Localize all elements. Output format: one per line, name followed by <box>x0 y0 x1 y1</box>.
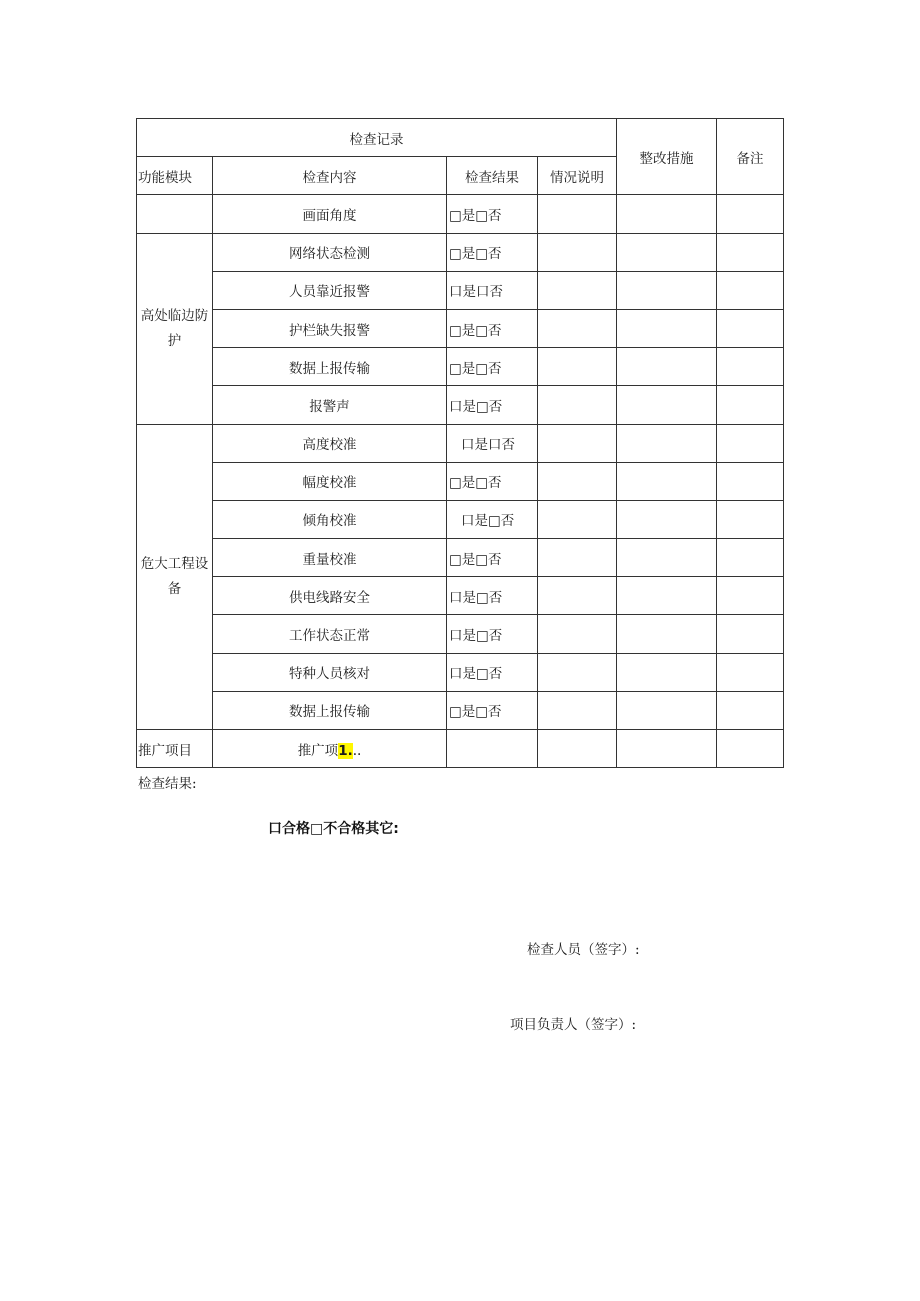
table-row <box>137 691 784 729</box>
result-checkbox-cell[interactable]: 口是□否 <box>447 500 538 538</box>
measures-cell[interactable] <box>617 500 717 538</box>
result-checkbox-cell[interactable]: 口是□否 <box>447 386 538 424</box>
description-cell[interactable] <box>538 424 617 462</box>
content-cell: 特种人员核对 <box>213 653 447 691</box>
content-cell: 报警声 <box>213 386 447 424</box>
header-module: 功能模块 <box>137 157 213 195</box>
description-cell[interactable] <box>538 386 617 424</box>
promo-highlight: 1. <box>338 742 353 759</box>
description-cell[interactable] <box>538 691 617 729</box>
content-cell: 数据上报传输 <box>213 348 447 386</box>
header-content: 检查内容 <box>213 157 447 195</box>
content-cell: 人员靠近报警 <box>213 271 447 309</box>
description-cell[interactable] <box>538 195 617 233</box>
description-cell[interactable] <box>538 462 617 500</box>
table-row <box>137 233 784 271</box>
result-checkbox-cell[interactable]: □是□否 <box>447 462 538 500</box>
content-cell: 幅度校准 <box>213 462 447 500</box>
table-row <box>137 348 784 386</box>
remarks-cell[interactable] <box>717 577 784 615</box>
remarks-cell[interactable] <box>717 462 784 500</box>
promo-prefix: 推广项 <box>297 742 339 759</box>
inspection-table <box>136 118 784 768</box>
measures-cell[interactable] <box>617 386 717 424</box>
remarks-cell[interactable] <box>717 730 784 768</box>
result-checkbox-cell[interactable]: 口是□否 <box>447 653 538 691</box>
measures-cell[interactable] <box>617 577 717 615</box>
remarks-cell[interactable] <box>717 539 784 577</box>
measures-cell[interactable] <box>617 653 717 691</box>
description-cell[interactable] <box>538 615 617 653</box>
remarks-cell[interactable] <box>717 348 784 386</box>
description-cell[interactable] <box>538 730 617 768</box>
remarks-cell[interactable] <box>717 500 784 538</box>
content-cell: 网络状态检测 <box>213 233 447 271</box>
table-row <box>137 615 784 653</box>
measures-cell[interactable] <box>617 615 717 653</box>
manager-signature-label: 项目负责人（签字）: <box>510 1017 637 1033</box>
result-checkbox-cell[interactable]: □是□否 <box>447 348 538 386</box>
description-cell[interactable] <box>538 233 617 271</box>
table-row <box>137 386 784 424</box>
result-checkbox-cell[interactable]: 口是□否 <box>447 615 538 653</box>
header-result: 检查结果 <box>447 157 538 195</box>
content-cell: 工作状态正常 <box>213 615 447 653</box>
content-cell: 倾角校准 <box>213 500 447 538</box>
pass-fail-options[interactable]: 口合格□不合格其它: <box>268 821 399 837</box>
promo-suffix: .. <box>352 742 362 759</box>
description-cell[interactable] <box>538 348 617 386</box>
result-checkbox-cell[interactable]: 口是□否 <box>447 577 538 615</box>
table-row <box>137 539 784 577</box>
content-cell: 重量校准 <box>213 539 447 577</box>
module-cell-promo: 推广项目 <box>137 730 213 768</box>
header-record: 检查记录 <box>137 119 617 157</box>
measures-cell[interactable] <box>617 539 717 577</box>
result-checkbox-cell[interactable]: □是□否 <box>447 309 538 347</box>
result-checkbox-cell[interactable]: □是□否 <box>447 233 538 271</box>
content-cell: 护栏缺失报警 <box>213 309 447 347</box>
table-row <box>137 730 784 768</box>
module-cell-high: 高处临边防护 <box>137 233 213 424</box>
result-checkbox-cell[interactable] <box>447 730 538 768</box>
description-cell[interactable] <box>538 539 617 577</box>
measures-cell[interactable] <box>617 233 717 271</box>
inspector-signature-label: 检查人员（签字）: <box>527 942 640 958</box>
remarks-cell[interactable] <box>717 424 784 462</box>
check-result-label: 检查结果: <box>138 776 197 792</box>
measures-cell[interactable] <box>617 271 717 309</box>
result-checkbox-cell[interactable]: □是□否 <box>447 691 538 729</box>
table-row <box>137 309 784 347</box>
description-cell[interactable] <box>538 653 617 691</box>
header-description: 情况说明 <box>538 157 617 195</box>
description-cell[interactable] <box>538 577 617 615</box>
result-checkbox-cell[interactable]: □是□否 <box>447 539 538 577</box>
remarks-cell[interactable] <box>717 195 784 233</box>
description-cell[interactable] <box>538 271 617 309</box>
table-row <box>137 653 784 691</box>
content-cell: 画面角度 <box>213 195 447 233</box>
table-row <box>137 271 784 309</box>
measures-cell[interactable] <box>617 691 717 729</box>
measures-cell[interactable] <box>617 462 717 500</box>
remarks-cell[interactable] <box>717 386 784 424</box>
measures-cell[interactable] <box>617 730 717 768</box>
remarks-cell[interactable] <box>717 653 784 691</box>
header-measures: 整改措施 <box>617 119 717 195</box>
result-checkbox-cell[interactable]: 口是口否 <box>447 424 538 462</box>
remarks-cell[interactable] <box>717 233 784 271</box>
table-row <box>137 462 784 500</box>
measures-cell[interactable] <box>617 424 717 462</box>
remarks-cell[interactable] <box>717 271 784 309</box>
measures-cell[interactable] <box>617 309 717 347</box>
description-cell[interactable] <box>538 500 617 538</box>
remarks-cell[interactable] <box>717 615 784 653</box>
table-row <box>137 195 784 233</box>
content-cell: 供电线路安全 <box>213 577 447 615</box>
module-cell-danger: 危大工程设备 <box>137 424 213 730</box>
remarks-cell[interactable] <box>717 691 784 729</box>
content-cell: 数据上报传输 <box>213 691 447 729</box>
header-remarks: 备注 <box>717 119 784 195</box>
measures-cell[interactable] <box>617 195 717 233</box>
content-cell-promo <box>213 730 447 768</box>
result-checkbox-cell[interactable]: 口是口否 <box>447 271 538 309</box>
result-checkbox-cell[interactable]: □是□否 <box>447 195 538 233</box>
remarks-cell[interactable] <box>717 309 784 347</box>
description-cell[interactable] <box>538 309 617 347</box>
measures-cell[interactable] <box>617 348 717 386</box>
table-row <box>137 500 784 538</box>
content-cell: 高度校准 <box>213 424 447 462</box>
table-row <box>137 424 784 462</box>
table-row <box>137 577 784 615</box>
module-cell-empty <box>137 195 213 233</box>
